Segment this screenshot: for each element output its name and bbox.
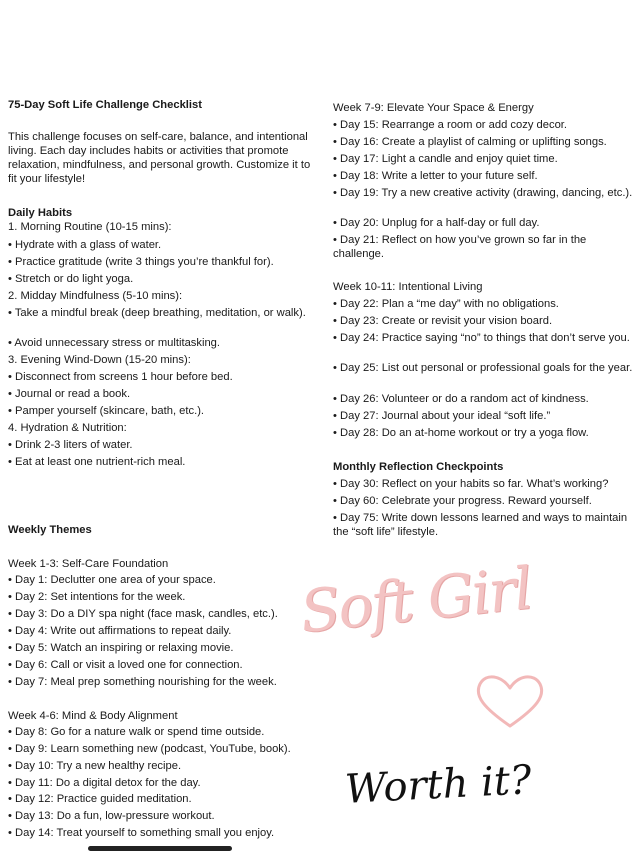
list-item: • Drink 2-3 liters of water. [8,439,133,451]
list-item: • Day 17: Light a candle and enjoy quiet time. [333,153,558,165]
list-item: • Day 6: Call or visit a loved one for connection. [8,659,243,671]
list-item: Week 7-9: Elevate Your Space & Energy [333,102,534,114]
list-item: • Day 8: Go for a nature walk or spend time outside. [8,726,265,738]
list-item: • Hydrate with a glass of water. [8,239,162,251]
list-item: • Day 1: Declutter one area of your space. [8,574,216,586]
list-item: • Day 60: Celebrate your progress. Reward yourself. [333,495,592,507]
list-item: • Day 27: Journal about your ideal “soft life.” [333,410,551,422]
list-item: • Day 13: Do a fun, low-pressure workout. [8,810,215,822]
section-heading: Weekly Themes [8,524,92,536]
list-item: Week 4-6: Mind & Body Alignment [8,710,178,722]
list-item: • Day 20: Unplug for a half-day or full day. [333,217,540,229]
list-item: • Day 30: Reflect on your habits so far. What’s working? [333,478,609,490]
list-item: • Eat at least one nutrient-rich meal. [8,456,186,468]
list-item: • Day 28: Do an at-home workout or try a yoga flow. [333,427,589,439]
list-item: • Disconnect from screens 1 hour before bed. [8,371,233,383]
list-item: • Stretch or do light yoga. [8,273,134,285]
home-indicator-bar [88,846,232,851]
list-item: • Avoid unnecessary stress or multitasking. [8,337,221,349]
list-item: • Practice gratitude (write 3 things you’re thankful for). [8,256,274,268]
list-item: Week 10-11: Intentional Living [333,281,483,293]
soft-girl-script-text: Soft Girl [297,554,534,646]
list-item: • Day 5: Watch an inspiring or relaxing movie. [8,642,234,654]
list-item: This challenge focuses on self-care, balance, and intentional living. Each day includes habits or activities that promote relaxation, mindfulness, and personal growth. Customize it to fit your lifestyle! [8,131,314,185]
list-item: • Day 16: Create a playlist of calming or uplifting songs. [333,136,607,148]
section-heading: Daily Habits [8,207,73,219]
list-item: • Day 12: Practice guided meditation. [8,793,192,805]
list-item: 4. Hydration & Nutrition: [8,422,127,434]
list-item: • Day 11: Do a digital detox for the day. [8,777,201,789]
list-item: • Day 7: Meal prep something nourishing for the week. [8,676,277,688]
section-heading: Monthly Reflection Checkpoints [333,461,504,473]
list-item: • Day 3: Do a DIY spa night (face mask, candles, etc.). [8,608,278,620]
list-item: • Day 15: Rearrange a room or add cozy decor. [333,119,568,131]
list-item: 3. Evening Wind-Down (15-20 mins): [8,354,191,366]
list-item: • Day 9: Learn something new (podcast, YouTube, book). [8,743,291,755]
list-item: • Day 25: List out personal or professional goals for the year. [333,362,633,374]
list-item: • Day 22: Plan a “me day” with no obligations. [333,298,559,310]
list-item: • Day 2: Set intentions for the week. [8,591,186,603]
list-item: • Day 23: Create or revisit your vision board. [333,315,553,327]
list-item: • Day 75: Write down lessons learned and ways to maintain the “soft life” lifestyle. [333,512,631,538]
list-item: 1. Morning Routine (10-15 mins): [8,221,172,233]
worth-it-script-text: Worth it? [343,757,533,813]
heart-icon [470,670,550,732]
list-item: • Day 24: Practice saying “no” to things that don’t serve you. [333,332,630,344]
list-item: • Day 19: Try a new creative activity (drawing, dancing, etc.). [333,187,633,199]
list-item: • Day 4: Write out affirmations to repeat daily. [8,625,232,637]
section-heading: 75-Day Soft Life Challenge Checklist [8,99,202,111]
list-item: • Journal or read a book. [8,388,131,400]
list-item: 2. Midday Mindfulness (5-10 mins): [8,290,183,302]
list-item: • Pamper yourself (skincare, bath, etc.). [8,405,205,417]
list-item: • Day 26: Volunteer or do a random act of kindness. [333,393,589,405]
list-item: • Day 10: Try a new healthy recipe. [8,760,182,772]
list-item: • Day 21: Reflect on how you’ve grown so far in the challenge. [333,234,590,260]
list-item: • Day 14: Treat yourself to something small you enjoy. [8,827,275,839]
list-item: • Take a mindful break (deep breathing, meditation, or walk). [8,307,306,319]
list-item: Week 1-3: Self-Care Foundation [8,558,169,570]
list-item: • Day 18: Write a letter to your future self. [333,170,538,182]
